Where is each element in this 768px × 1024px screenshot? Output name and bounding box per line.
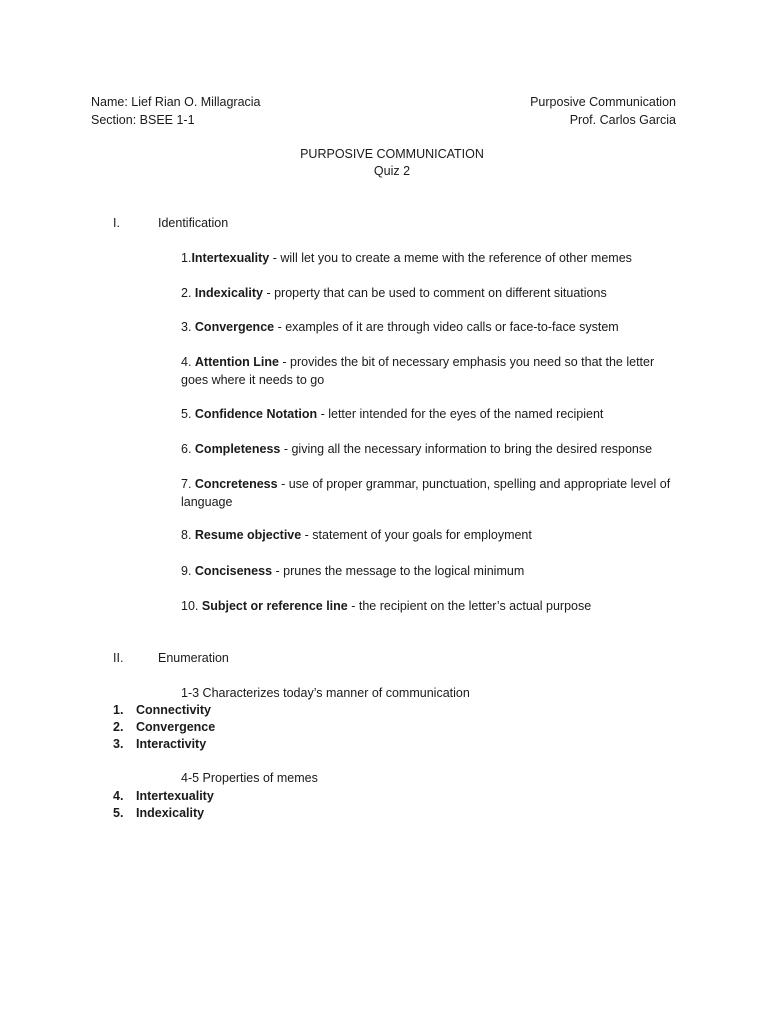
list-item: 10. Subject or reference line - the recipient on the letter’s actual purpose <box>181 599 592 613</box>
list-item: 5. Confidence Notation - letter intended for the eyes of the named recipient <box>181 407 604 421</box>
item-term: Resume objective <box>194 528 302 542</box>
item-term: Conciseness <box>194 564 273 578</box>
item-definition: - prunes the message to the logical minimum <box>272 564 525 578</box>
enumeration-answer: Connectivity <box>136 703 212 717</box>
item-definition: - will let you to create a meme with the reference of other memes <box>269 251 632 265</box>
item-definition: - examples of it are through video calls or face-to-face system <box>274 320 619 334</box>
list-item: 3. Convergence - examples of it are through video calls or face-to-face system <box>181 320 619 334</box>
item-term: Indexicality <box>194 286 263 300</box>
item-definition: - giving all the necessary information to bring the desired response <box>280 442 653 456</box>
item-term: Completeness <box>194 442 281 456</box>
list-item: 6. Completeness - giving all the necessary information to bring the desired response <box>181 442 653 456</box>
enumeration-answer: Indexicality <box>136 806 205 820</box>
enumeration-group-heading: 1-3 Characterizes today’s manner of communication <box>181 686 470 700</box>
item-definition: - property that can be used to comment on different situations <box>263 286 607 300</box>
list-item: 5. <box>113 806 124 820</box>
part1-label: Identification <box>158 216 229 230</box>
item-term: Subject or reference line <box>201 599 348 613</box>
list-item: 4. Attention Line - provides the bit of necessary emphasis you need so that the letter goes where it needs to go <box>181 355 655 387</box>
list-item: 9. Conciseness - prunes the message to the logical minimum <box>181 564 525 578</box>
item-term: Confidence Notation <box>194 407 318 421</box>
list-item: 1. <box>113 703 124 717</box>
part2-label: Enumeration <box>158 651 229 665</box>
item-term: Intertexuality <box>191 251 270 265</box>
item-definition: - provides the bit of necessary emphasis you need so that the letter goes where it needs to go <box>181 355 655 387</box>
professor-name: Prof. Carlos Garcia <box>569 113 676 127</box>
item-term: Concreteness <box>194 477 278 491</box>
enumeration-answer: Convergence <box>136 720 216 734</box>
enumeration-answer: Intertexuality <box>136 789 214 803</box>
document-title: PURPOSIVE COMMUNICATION <box>300 147 484 161</box>
item-definition: - the recipient on the letter’s actual purpose <box>347 599 592 613</box>
item-term: Attention Line <box>194 355 279 369</box>
list-item: 2. Indexicality - property that can be used to comment on different situations <box>181 286 607 300</box>
item-definition: - statement of your goals for employment <box>301 528 532 542</box>
list-item: 7. Concreteness - use of proper grammar, punctuation, spelling and appropriate level of language <box>181 477 671 509</box>
list-item: 3. <box>113 737 124 751</box>
student-section: Section: BSEE 1-1 <box>91 113 195 127</box>
item-definition: - use of proper grammar, punctuation, spelling and appropriate level of language <box>181 477 671 509</box>
list-item: 1.Intertexuality - will let you to create a meme with the reference of other memes <box>181 251 632 265</box>
enumeration-group-heading: 4-5 Properties of memes <box>181 771 318 785</box>
student-name: Name: Lief Rian O. Millagracia <box>91 95 261 109</box>
list-item: 2. <box>113 720 124 734</box>
part2-numeral: II. <box>113 651 124 665</box>
part1-numeral: I. <box>113 216 120 230</box>
enumeration-answer: Interactivity <box>136 737 207 751</box>
item-definition: - letter intended for the eyes of the named recipient <box>317 407 604 421</box>
document-subtitle: Quiz 2 <box>373 164 411 178</box>
list-item: 8. Resume objective - statement of your goals for employment <box>181 528 532 542</box>
item-term: Convergence <box>194 320 275 334</box>
list-item: 4. <box>113 789 124 803</box>
course-name: Purposive Communication <box>530 95 676 109</box>
